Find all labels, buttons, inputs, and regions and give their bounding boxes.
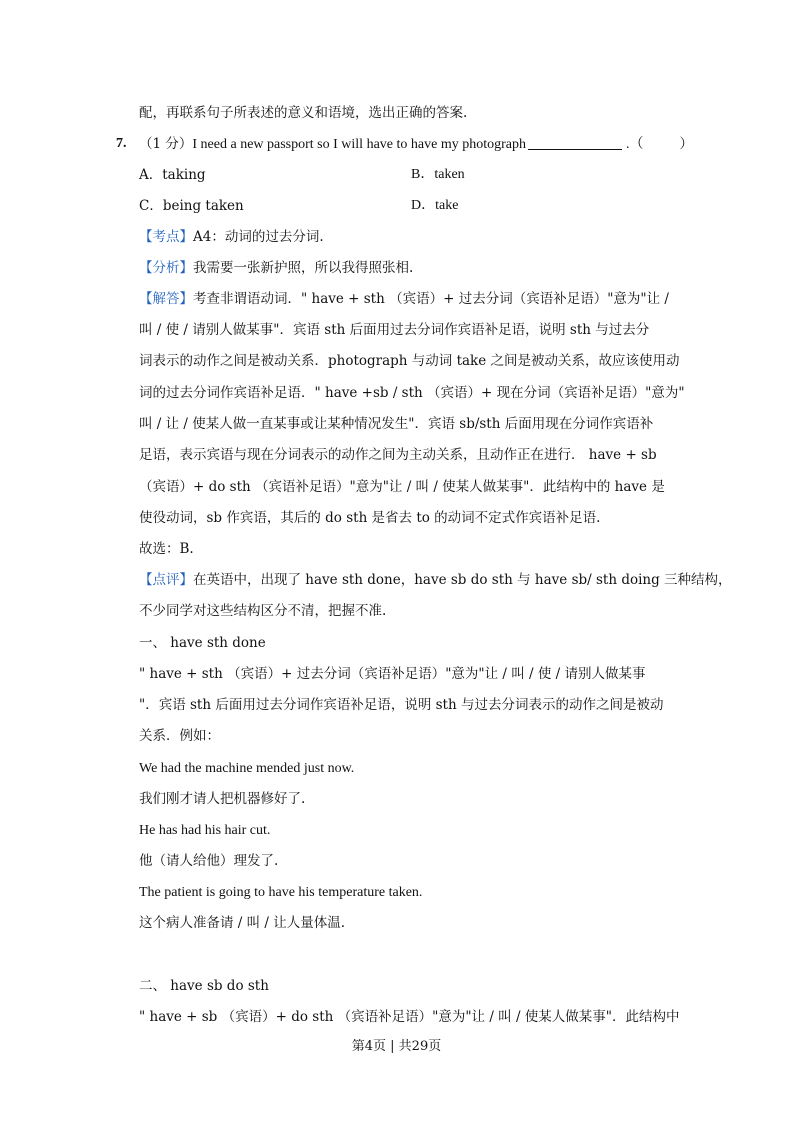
option-a: A．taking	[139, 167, 206, 183]
jieda-tag: 【解答】	[139, 291, 193, 307]
option-b: B．taken	[411, 167, 465, 182]
example-zh: 我们刚才请人把机器修好了.	[139, 791, 306, 807]
fenxi-text: 我需要一张新护照，所以我得照张相.	[193, 260, 414, 276]
question-stem-line	[139, 135, 693, 154]
section1-line: "．宾语 sth 后面用过去分词作宾语补足语，说明 sth 与过去分词表示的动作之间是被动	[139, 697, 664, 713]
page-footer: 第4页 | 共29页	[351, 1039, 442, 1054]
example-zh: 他（请人给他）理发了.	[139, 853, 279, 869]
section2-heading: 二、 have sb do sth	[139, 978, 269, 994]
example-en-text: The patient is going to have his temperature taken.	[139, 885, 423, 900]
jieda-line: 叫 / 让 / 使某人做一直某事或让某种情况发生"．宾语 sb/sth 后面用现在分词作宾语补	[139, 416, 654, 432]
jieda-line	[139, 290, 679, 308]
kaodian-line	[139, 228, 679, 246]
jieda-line: 词的过去分词作宾语补足语．" have +sb / sth （宾语）+ 现在分词（宾语补足语）"意为"	[139, 385, 685, 401]
fenxi-tag: 【分析】	[139, 260, 193, 276]
example-en-text: We had the machine mended just now.	[139, 761, 355, 776]
jieda-line: （宾语）+ do sth （宾语补足语）"意为"让 / 叫 / 使某人做某事"．此结构中的 have 是	[139, 479, 665, 495]
example-en-text: He has had his hair cut.	[139, 823, 271, 838]
kaodian-tag: 【考点】	[139, 229, 193, 245]
dianping-line: 不少同学对这些结构区分不清，把握不准.	[139, 603, 387, 619]
question-end-mark: .（	[625, 137, 644, 152]
dianping-text: 在英语中，出现了 have sth done，have sb do sth 与 have sb/ sth doing 三种结构，	[193, 572, 732, 588]
option-c: C．being taken	[139, 198, 244, 214]
question-stem: I need a new passport so I will have to have my photograph	[192, 137, 526, 152]
jieda-line: 叫 / 使 / 请别人做某事"．宾语 sth 后面用过去分词作宾语补足语，说明 sth 与过去分	[139, 322, 650, 338]
question-close-paren: ）	[679, 136, 693, 152]
question-number: 7.	[116, 136, 127, 151]
option-d: D．take	[411, 198, 459, 213]
jieda-text: 考查非谓语动词．" have + sth （宾语）+ 过去分词（宾语补足语）"意为"让 /	[193, 291, 669, 307]
dianping-tag: 【点评】	[139, 572, 193, 588]
jieda-line: 词表示的动作之间是被动关系．photograph 与动词 take 之间是被动关系，故应该使用动	[139, 353, 680, 369]
answer-line: 故选：B.	[139, 541, 194, 557]
fenxi-line	[139, 259, 679, 277]
dianping-line	[139, 571, 732, 589]
example-zh: 这个病人准备请 / 叫 / 让人量体温.	[139, 915, 346, 931]
example-en	[139, 821, 679, 840]
example-en	[139, 759, 679, 778]
kaodian-text: A4：动词的过去分词.	[193, 229, 324, 245]
jieda-line: 足语，表示宾语与现在分词表示的动作之间为主动关系，且动作正在进行． have + sb	[139, 447, 657, 463]
section2-line: " have + sb （宾语）+ do sth （宾语补足语）"意为"让 / 叫 / 使某人做某事"．此结构中	[139, 1009, 680, 1025]
section1-line: " have + sth （宾语）+ 过去分词（宾语补足语）"意为"让 / 叫 / 使 / 请别人做某事	[139, 666, 646, 682]
example-en	[139, 883, 679, 902]
jieda-line: 使役动词，sb 作宾语，其后的 do sth 是省去 to 的动词不定式作宾语补足语.	[139, 510, 601, 526]
section1-line: 关系．例如：	[139, 728, 220, 744]
section1-heading: 一、 have sth done	[139, 635, 266, 651]
question-score: （1 分）	[139, 136, 193, 152]
answer-blank	[528, 135, 622, 150]
intro-line: 配，再联系句子所表述的意义和语境，选出正确的答案.	[139, 105, 468, 121]
